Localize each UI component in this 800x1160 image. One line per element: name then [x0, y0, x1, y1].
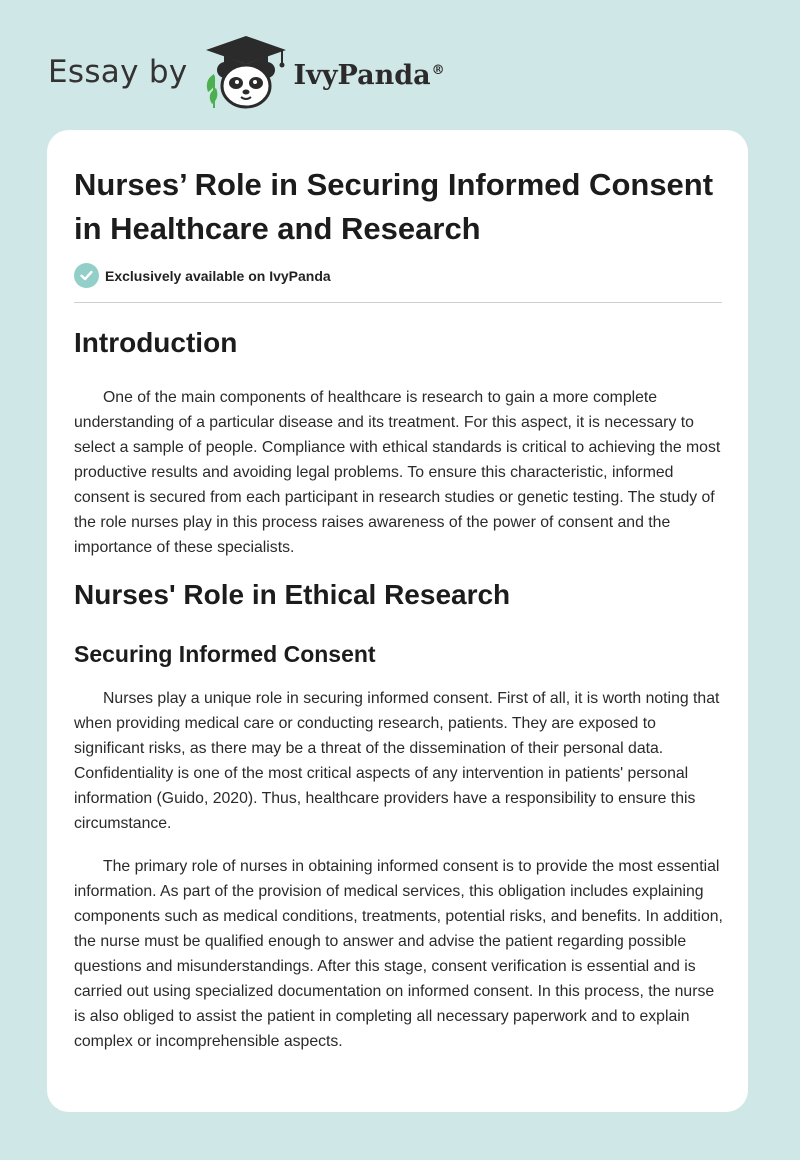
check-circle-icon	[74, 263, 99, 288]
paragraph-introduction: One of the main components of healthcare is research to gain a more complete understanding of a particular disease and its treatment. For this aspect, it is necessary to select a sample of people. Compliance with ethical standards is critical to achieving the most productive results and avoiding legal problems. To ensure this characteristic, informed consent is secured from each participant in research studies or genetic testing. The study of the role nurses play in this process raises awareness of the power of consent and the importance of these specialists.	[74, 389, 721, 556]
section-heading-introduction: Introduction	[74, 327, 238, 358]
page-title: Nurses’ Role in Securing Informed Consent in Healthcare and Research	[74, 167, 714, 246]
site-header	[48, 32, 445, 112]
section-heading-ethical-research: Nurses' Role in Ethical Research	[74, 579, 511, 610]
exclusive-badge	[74, 263, 331, 288]
brand-name[interactable]: IvyPanda®	[293, 59, 445, 91]
paragraph-consent-1: Nurses play a unique role in securing informed consent. First of all, it is worth noting that when providing medical care or conducting research, patients. They are exposed to significant risks, as there may be a threat of the dissemination of their personal data. Confidentiality is one of the most critical aspects of any intervention in patients' personal information (Guido, 2020). Thus, healthcare providers have a responsibility to ensure this circumstance.	[74, 690, 720, 832]
paragraph-consent-2: The primary role of nurses in obtaining informed consent is to provide the most essential information. As part of the provision of medical services, this obligation includes explaining components such as medical conditions, treatments, potential risks, and benefits. In addition, the nurse must be qualified enough to answer and advise the patient regarding possible questions and misunderstandings. After this stage, consent verification is essential and is carried out using specialized documentation on informed consent. In this process, the nurse is also obliged to assist the patient in completing all necessary paperwork and to explain complex or incomprehensible aspects.	[74, 858, 723, 1050]
panda-graduate-icon[interactable]	[202, 34, 290, 110]
essay-card	[47, 130, 748, 1112]
divider	[74, 302, 722, 303]
essay-by-label: Essay by	[48, 54, 188, 90]
subsection-heading-informed-consent: Securing Informed Consent	[74, 641, 376, 667]
exclusive-label: Exclusively available on IvyPanda	[105, 267, 331, 284]
